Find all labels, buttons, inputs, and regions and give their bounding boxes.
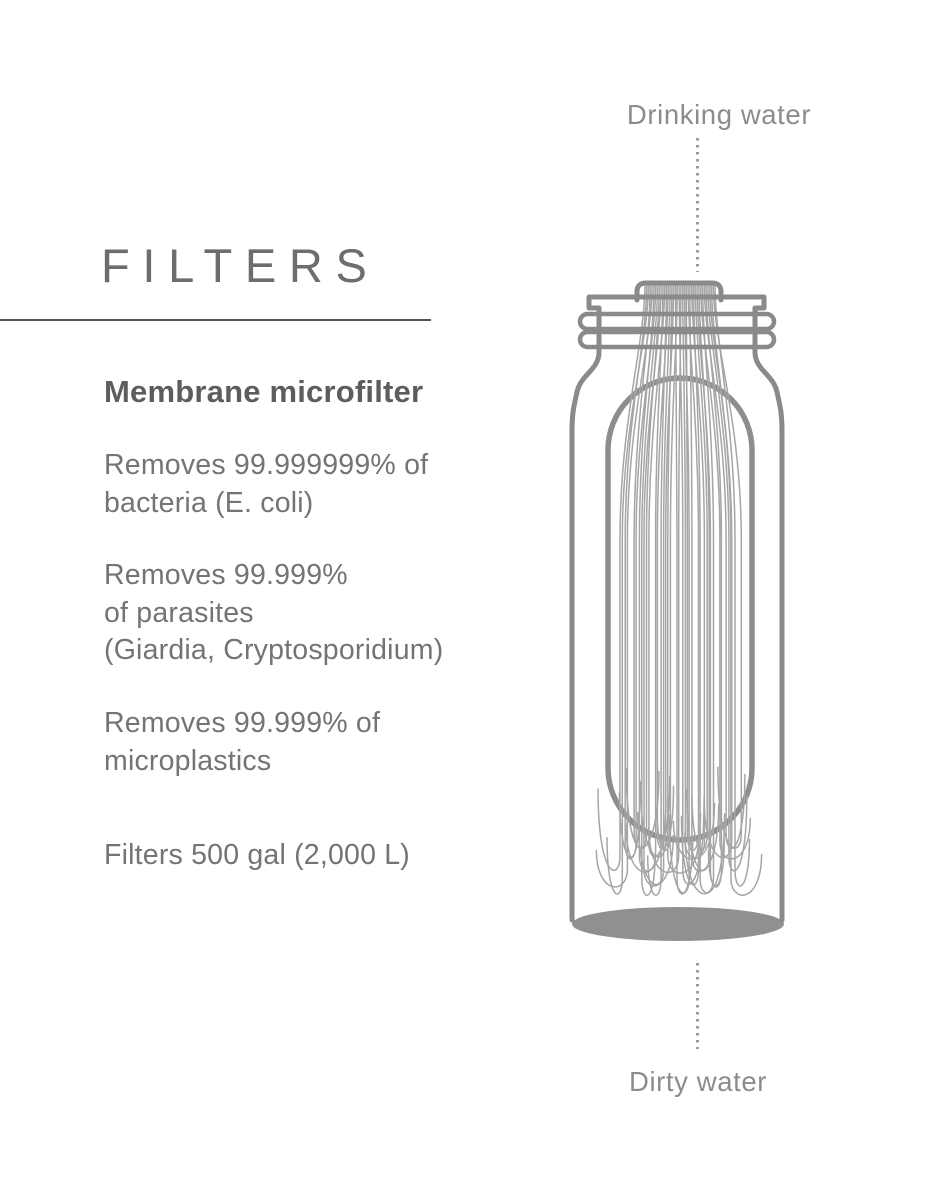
bottle-body-left (572, 308, 599, 920)
dirty-water-flow-line (696, 963, 699, 1049)
hollow-fiber-strands (596, 283, 761, 895)
feature-line: Removes 99.999% of (104, 707, 381, 739)
section-subtitle: Membrane microfilter (104, 374, 424, 409)
feature-line: Filters 500 gal (2,000 L) (104, 839, 410, 871)
bottle-base (572, 907, 784, 941)
feature-line: bacteria (E. coli) (104, 486, 314, 519)
drinking-water-label: Drinking water (626, 99, 812, 130)
dirty-water-label: Dirty water (628, 1066, 768, 1097)
feature-line: Removes 99.999999% of (104, 449, 429, 481)
feature-line: (Giardia, Cryptosporidium) (104, 634, 444, 666)
feature-line: Removes 99.999% (104, 559, 348, 591)
screw-thread-lower (580, 332, 774, 347)
page-title: FILTERS (101, 239, 380, 292)
feature-line: microplastics (104, 744, 272, 777)
bottle-body-right (755, 308, 782, 920)
feature-line: of parasites (104, 596, 254, 629)
